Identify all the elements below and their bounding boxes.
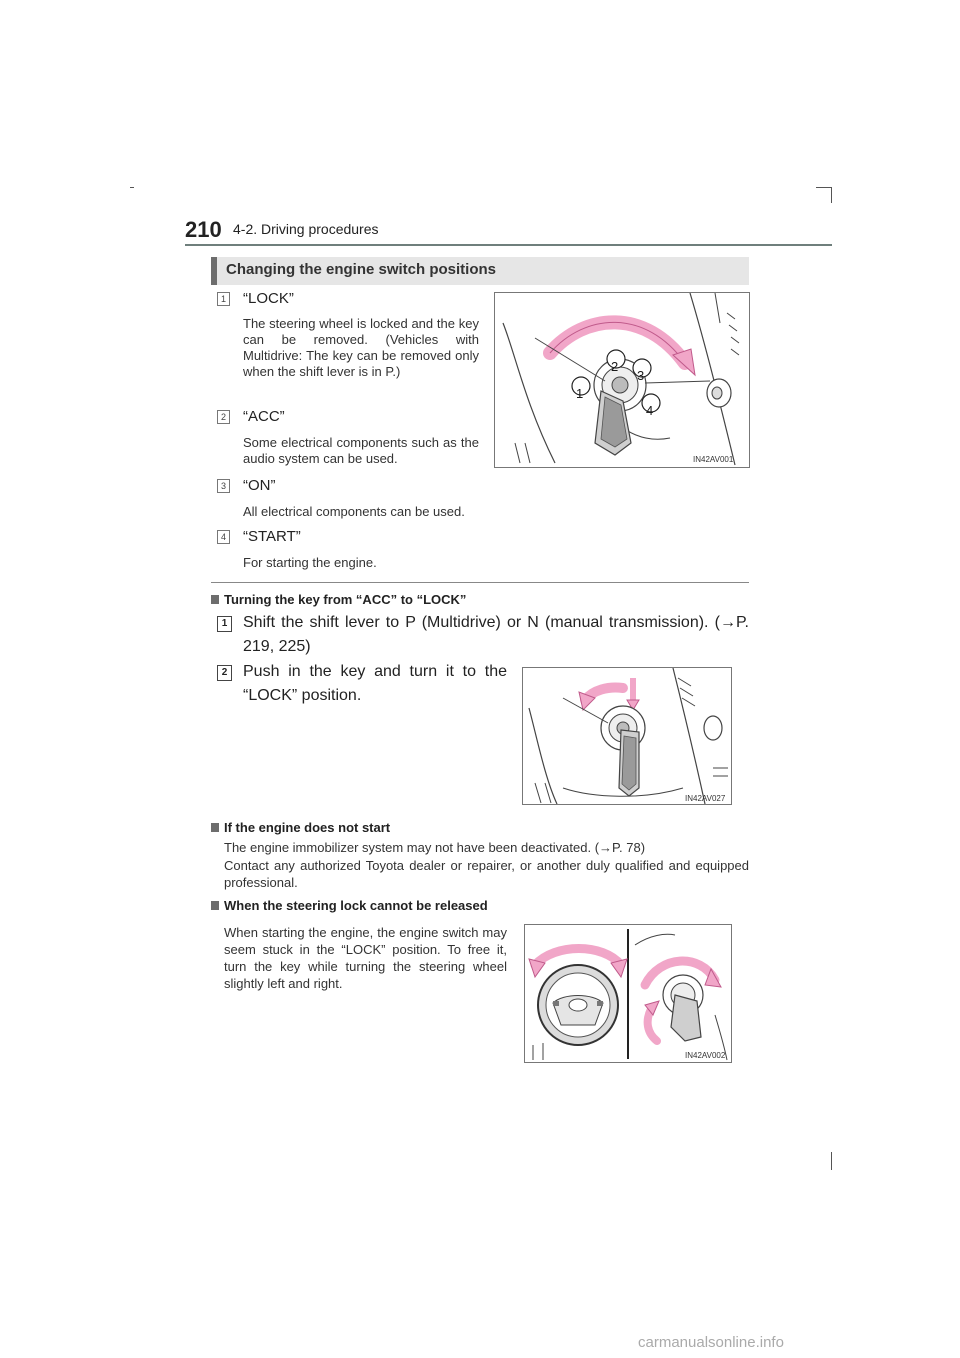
figure-steering-lock: [524, 924, 732, 1063]
section-heading: Changing the engine switch positions: [226, 261, 497, 278]
figure-push-turn-key: [522, 667, 732, 805]
subheading-engine-not-start: [211, 820, 390, 835]
position-desc-on: All electrical components can be used.: [243, 504, 465, 519]
figure-key-positions: [494, 292, 750, 468]
bullet-square: [211, 823, 219, 832]
section-separator: [211, 582, 749, 583]
position-number-4: 4: [217, 530, 230, 544]
subheading-steering-lock-text: When the steering lock cannot be released: [224, 898, 488, 913]
steering-lock-illustration: [525, 925, 731, 1062]
push-turn-illustration: [523, 668, 731, 804]
page-number: 210: [185, 217, 222, 242]
subheading-engine-not-start-text: If the engine does not start: [224, 820, 391, 835]
subheading-steering-lock: [211, 898, 488, 913]
step-number-2: 2: [217, 665, 232, 681]
position-number-2: 2: [217, 410, 230, 424]
subheading-turning-key: [211, 592, 466, 607]
engine-not-start-text-2: Contact any authorized Toyota dealer or repairer, or another duly qualified and equipped professional.: [224, 858, 749, 890]
heading-accent: [211, 257, 217, 285]
subheading-turning-key-text: Turning the key from “ACC” to “LOCK”: [224, 592, 467, 607]
steering-lock-text: When starting the engine, the engine switch may seem stuck in the “LOCK” position. To free it, turn the key while turning the steering wheel slightly left and right.: [224, 925, 507, 991]
position-label-lock: “LOCK”: [243, 290, 294, 307]
position-number-3: 3: [217, 479, 230, 493]
position-label-acc: “ACC”: [243, 408, 285, 425]
section-heading-bar: [211, 257, 749, 285]
bullet-square: [211, 901, 219, 910]
position-desc-acc: Some electrical components such as the audio system can be used.: [243, 435, 479, 466]
step-text-1: Shift the shift lever to P (Multidrive) or N (manual transmission). (→P. 219, 225): [243, 614, 749, 655]
watermark: carmanualsonline.info: [638, 1334, 784, 1351]
position-desc-start: For starting the engine.: [243, 555, 377, 570]
header-rule: [185, 244, 832, 246]
figure-code-3: IN42AV002: [685, 1051, 726, 1060]
callout-4: 4: [646, 403, 654, 418]
callout-3: 3: [637, 368, 645, 383]
engine-not-start-text-1: The engine immobilizer system may not have been deactivated. (→P. 78): [224, 840, 646, 855]
position-label-start: “START”: [243, 528, 301, 545]
step-number-1: 1: [217, 616, 232, 632]
bullet-square: [211, 595, 219, 604]
figure-code-2: IN42AV027: [685, 794, 726, 803]
figure-code-1: IN42AV001: [693, 455, 734, 464]
ignition-illustration: [495, 293, 749, 467]
position-number-1: 1: [217, 292, 230, 306]
step-text-2: Push in the key and turn it to the “LOCK” position.: [243, 663, 507, 704]
callout-1: 1: [576, 386, 584, 401]
section-title: 4-2. Driving procedures: [233, 221, 379, 237]
position-label-on: “ON”: [243, 477, 276, 494]
position-desc-lock: The steering wheel is locked and the key can be removed. (Vehicles with Multidrive: The key can be removed only when the shift lever is in P.): [243, 316, 479, 379]
callout-2: 2: [611, 359, 619, 374]
